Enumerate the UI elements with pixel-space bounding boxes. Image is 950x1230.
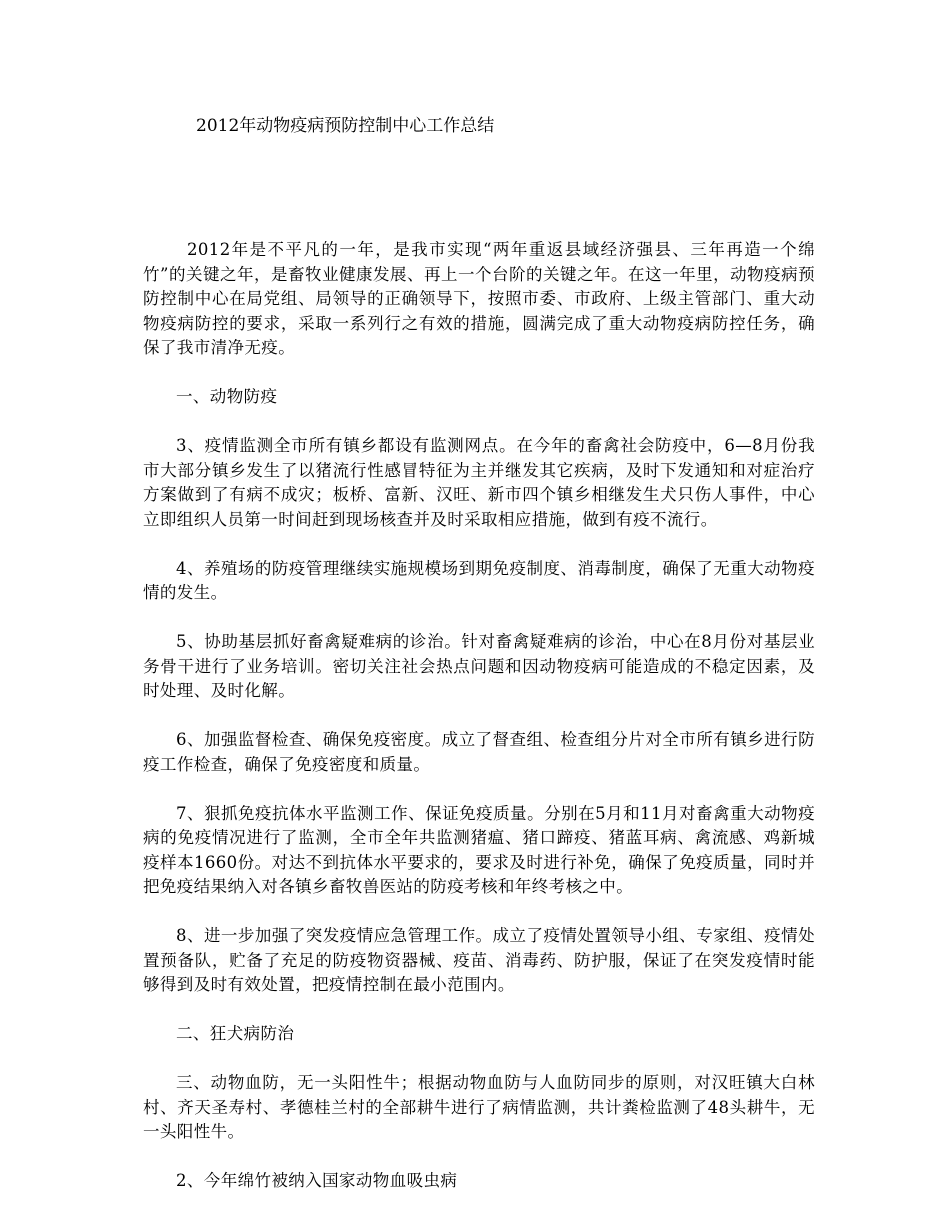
document-body [143,238,815,1218]
paragraph-item-2-truncated: 2、今年绵竹被纳入国家动物血吸虫病 [176,1171,458,1190]
section-heading-rabies-control: 二、狂犬病防治 [176,1024,295,1043]
paragraph-item-7: 7、狠抓免疫抗体水平监测工作、保证免疫质量。分别在5月和11月对畜禽重大动物疫病的免疫情况进行了监测，全市全年共监测猪瘟、猪口蹄疫、猪蓝耳病、禽流感、鸡新城疫样本1660份。对达不到抗体水平要求的，要求及时进行补免，确保了免疫质量，同时并把免疫结果纳入对各镇乡畜牧兽医站的防疫考核和年终考核之中。 [143,803,815,896]
paragraph-item-5: 5、协助基层抓好畜禽疑难病的诊治。针对畜禽疑难病的诊治，中心在8月份对基层业务骨干进行了业务培训。密切关注社会热点问题和因动物疫病可能造成的不稳定因素，及时处理、及时化解。 [143,632,815,700]
paragraph-item-3: 3、疫情监测全市所有镇乡都设有监测网点。在今年的畜禽社会防疫中，6—8月份我市大部分镇乡发生了以猪流行性感冒特征为主并继发其它疾病，及时下发通知和对症治疗方案做到了有病不成灾；板桥、富新、汉旺、新市四个镇乡相继发生犬只伤人事件，中心立即组织人员第一时间赶到现场核查并及时采取相应措施，做到有疫不流行。 [143,436,815,529]
section-heading-animal-epidemic-prevention: 一、动物防疫 [176,387,278,406]
document-title: 2012年动物疫病预防控制中心工作总结 [196,116,495,136]
paragraph-section-3: 三、动物血防，无一头阳性牛；根据动物血防与人血防同步的原则，对汉旺镇大白林村、齐天圣寿村、孝德桂兰村的全部耕牛进行了病情监测，共计粪检监测了48头耕牛，无一头阳性牛。 [143,1073,815,1141]
paragraph-item-6: 6、加强监督检查、确保免疫密度。成立了督查组、检查组分片对全市所有镇乡进行防疫工作检查，确保了免疫密度和质量。 [143,730,815,774]
paragraph-item-4: 4、养殖场的防疫管理继续实施规模场到期免疫制度、消毒制度，确保了无重大动物疫情的发生。 [143,558,815,602]
intro-paragraph: 2012年是不平凡的一年，是我市实现“两年重返县域经济强县、三年再造一个绵竹”的关键之年，是畜牧业健康发展、再上一个台阶的关键之年。在这一年里，动物疫病预防控制中心在局党组、局领导的正确领导下，按照市委、市政府、上级主管部门、重大动物疫病防控的要求，采取一系列行之有效的措施，圆满完成了重大动物疫病防控任务，确保了我市清净无疫。 [143,240,815,357]
paragraph-item-8: 8、进一步加强了突发疫情应急管理工作。成立了疫情处置领导小组、专家组、疫情处置预备队，贮备了充足的防疫物资器械、疫苗、消毒药、防护服，保证了在突发疫情时能够得到及时有效处置，把疫情控制在最小范围内。 [143,926,815,994]
